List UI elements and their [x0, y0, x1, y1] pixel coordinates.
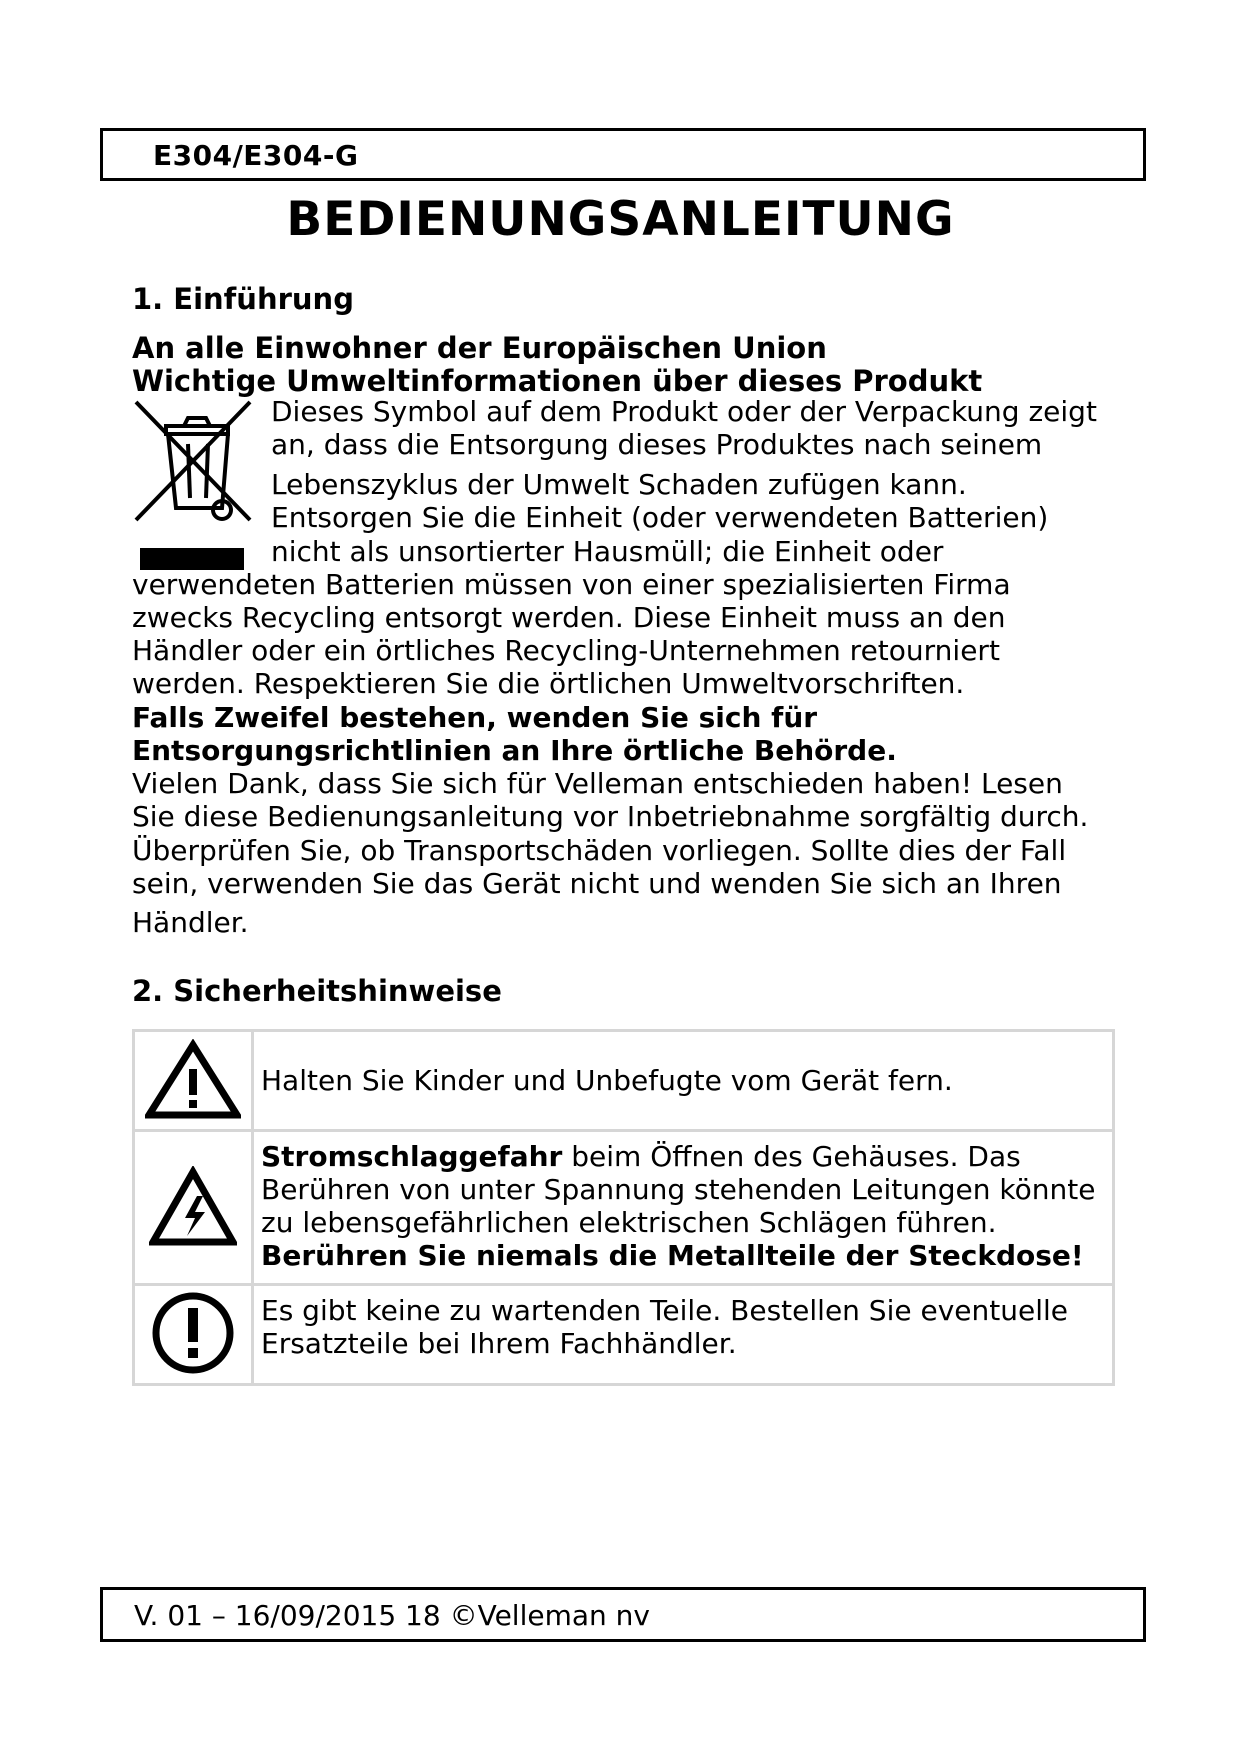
closing-text-line: Händler.	[132, 906, 249, 939]
shock-warning-line	[261, 1140, 1106, 1173]
section1-heading: 1. Einführung	[132, 282, 354, 316]
header-box	[100, 128, 1146, 181]
safety-table	[132, 1029, 1115, 1386]
safety-row	[134, 1031, 1114, 1131]
shock-warning-emphasis: Berühren Sie niemals die Metallteile der Steckdose!	[261, 1239, 1084, 1272]
weee-text-line: werden. Respektieren Sie die örtlichen Umweltvorschriften.	[132, 667, 965, 700]
shock-warning-rest: beim Öffnen des Gehäuses. Das	[562, 1140, 1021, 1173]
safety-text: Halten Sie Kinder und Unbefugte vom Gerät fern.	[261, 1064, 953, 1097]
footer-text: V. 01 – 16/09/2015 18 ©Velleman nv	[134, 1599, 650, 1632]
electric-shock-triangle-icon	[149, 1166, 237, 1246]
section1-subheading-1: An alle Einwohner der Europäischen Union	[132, 331, 827, 365]
weee-text-line: an, dass die Entsorgung dieses Produktes nach seinem	[271, 428, 1043, 461]
shock-warning-line: zu lebensgefährlichen elektrischen Schlägen führen.	[261, 1206, 997, 1239]
safety-row	[134, 1285, 1114, 1385]
weee-crossed-bin-icon	[132, 398, 258, 576]
page-title: BEDIENUNGSANLEITUNG	[286, 192, 955, 247]
footer-box	[100, 1587, 1146, 1642]
closing-text-line: Vielen Dank, dass Sie sich für Velleman entschieden haben! Lesen	[132, 767, 1063, 800]
weee-text-line: Dieses Symbol auf dem Produkt oder der Verpackung zeigt	[271, 395, 1097, 428]
service-text-line: Es gibt keine zu wartenden Teile. Bestellen Sie eventuelle	[261, 1294, 1068, 1327]
weee-text-line: verwendeten Batterien müssen von einer spezialisierten Firma	[132, 568, 1011, 601]
closing-text-line: Überprüfen Sie, ob Transportschäden vorliegen. Sollte dies der Fall	[132, 834, 1067, 867]
disposal-notice: Entsorgungsrichtlinien an Ihre örtliche Behörde.	[132, 734, 897, 767]
weee-text-line: Entsorgen Sie die Einheit (oder verwendeten Batterien)	[271, 501, 1049, 534]
shock-warning-line: Berühren von unter Spannung stehenden Leitungen könnte	[261, 1173, 1096, 1206]
exclamation-circle-icon	[150, 1290, 236, 1376]
shock-warning-bold: Stromschlaggefahr	[261, 1140, 563, 1173]
section2-heading: 2. Sicherheitshinweise	[132, 974, 502, 1008]
weee-text-line: nicht als unsortierter Hausmüll; die Einheit oder	[271, 535, 944, 568]
warning-triangle-icon	[145, 1039, 241, 1119]
safety-row	[134, 1131, 1114, 1285]
closing-text-line: sein, verwenden Sie das Gerät nicht und wenden Sie sich an Ihren	[132, 867, 1062, 900]
weee-text-line: zwecks Recycling entsorgt werden. Diese Einheit muss an den	[132, 601, 1006, 634]
service-text-line: Ersatzteile bei Ihrem Fachhändler.	[261, 1327, 737, 1360]
model-number: E304/E304-G	[153, 139, 359, 172]
weee-text-line: Händler oder ein örtliches Recycling-Unternehmen retourniert	[132, 634, 1000, 667]
disposal-notice: Falls Zweifel bestehen, wenden Sie sich für	[132, 701, 818, 734]
weee-text-line: Lebenszyklus der Umwelt Schaden zufügen kann.	[271, 468, 967, 501]
closing-text-line: Sie diese Bedienungsanleitung vor Inbetriebnahme sorgfältig durch.	[132, 800, 1089, 833]
section1-subheading-2: Wichtige Umweltinformationen über dieses Produkt	[132, 364, 983, 398]
